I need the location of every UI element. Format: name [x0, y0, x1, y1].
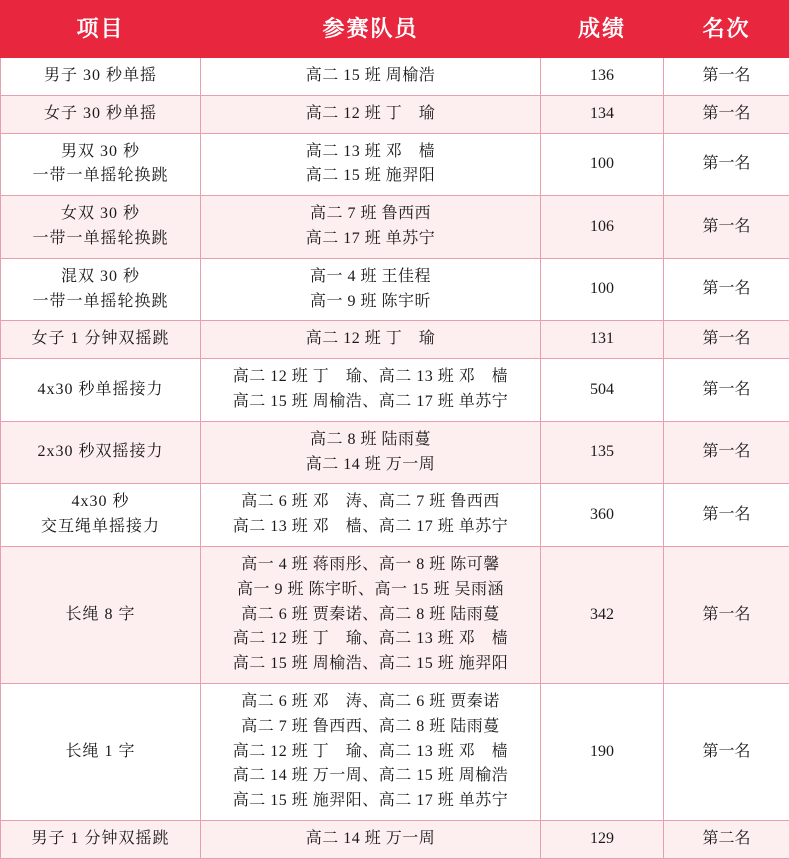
table-row	[1, 133, 789, 196]
rank-cell: 第一名	[664, 484, 789, 547]
members-cell-line: 高二 15 班 周榆浩、高二 15 班 施羿阳	[205, 652, 536, 677]
rank-cell: 第一名	[664, 58, 789, 96]
members-cell	[201, 321, 541, 359]
members-cell	[201, 484, 541, 547]
members-cell-line: 高二 13 班 邓 樯	[205, 140, 536, 165]
members-cell-line: 高二 6 班 贾秦诺、高二 8 班 陆雨蔓	[205, 603, 536, 628]
members-cell-line: 高一 9 班 陈宇昕	[205, 290, 536, 315]
rank-cell: 第一名	[664, 546, 789, 683]
event-cell	[1, 258, 201, 321]
event-cell-lines	[1, 321, 200, 358]
score-cell: 134	[541, 95, 664, 133]
members-cell-line: 高二 13 班 邓 樯、高二 17 班 单苏宁	[205, 515, 536, 540]
members-cell-line: 高一 4 班 王佳程	[205, 265, 536, 290]
rank-cell: 第二名	[664, 820, 789, 858]
event-cell-line: 女子 30 秒单摇	[5, 102, 196, 127]
members-cell-lines	[201, 58, 540, 95]
members-cell-lines	[201, 321, 540, 358]
members-cell	[201, 546, 541, 683]
rank-cell: 第一名	[664, 196, 789, 259]
event-cell-line: 混双 30 秒	[5, 265, 196, 290]
members-cell-lines	[201, 821, 540, 858]
event-cell-line: 男子 1 分钟双摇跳	[5, 827, 196, 852]
event-cell	[1, 95, 201, 133]
table-row	[1, 58, 789, 96]
event-cell-lines	[1, 597, 200, 634]
rank-cell: 第一名	[664, 133, 789, 196]
event-cell	[1, 421, 201, 484]
members-cell	[201, 359, 541, 422]
event-cell-lines	[1, 734, 200, 771]
event-cell-line: 男子 30 秒单摇	[5, 64, 196, 89]
event-cell	[1, 820, 201, 858]
members-cell-line: 高二 15 班 周榆浩	[205, 64, 536, 89]
members-cell-line: 高二 15 班 施羿阳、高二 17 班 单苏宁	[205, 789, 536, 814]
score-cell: 504	[541, 359, 664, 422]
table-header	[1, 1, 789, 58]
table-row	[1, 359, 789, 422]
members-cell	[201, 196, 541, 259]
score-cell: 129	[541, 820, 664, 858]
table-row	[1, 820, 789, 858]
table-row	[1, 258, 789, 321]
members-cell-lines	[201, 96, 540, 133]
members-cell	[201, 133, 541, 196]
members-cell	[201, 421, 541, 484]
event-cell-line: 女双 30 秒	[5, 202, 196, 227]
event-cell-line: 一带一单摇轮换跳	[5, 164, 196, 189]
event-cell-line: 2x30 秒双摇接力	[5, 440, 196, 465]
event-cell	[1, 196, 201, 259]
rank-cell: 第一名	[664, 258, 789, 321]
event-cell-line: 男双 30 秒	[5, 140, 196, 165]
members-cell-line: 高二 14 班 万一周、高二 15 班 周榆浩	[205, 764, 536, 789]
members-cell-line: 高一 9 班 陈宇昕、高一 15 班 吴雨涵	[205, 578, 536, 603]
rank-cell: 第一名	[664, 95, 789, 133]
score-cell: 360	[541, 484, 664, 547]
event-cell	[1, 546, 201, 683]
table-row	[1, 321, 789, 359]
members-cell-line: 高一 4 班 蒋雨彤、高一 8 班 陈可馨	[205, 553, 536, 578]
rank-cell: 第一名	[664, 359, 789, 422]
table-row	[1, 196, 789, 259]
members-cell-line: 高二 8 班 陆雨蔓	[205, 428, 536, 453]
members-cell-line: 高二 7 班 鲁西西	[205, 202, 536, 227]
event-cell	[1, 683, 201, 820]
members-cell-lines	[201, 259, 540, 321]
members-cell-line: 高二 6 班 邓 涛、高二 6 班 贾秦诺	[205, 690, 536, 715]
event-cell-lines	[1, 134, 200, 196]
members-cell-lines	[201, 134, 540, 196]
event-cell-line: 4x30 秒单摇接力	[5, 378, 196, 403]
score-cell: 342	[541, 546, 664, 683]
event-cell-lines	[1, 58, 200, 95]
members-cell-line: 高二 7 班 鲁西西、高二 8 班 陆雨蔓	[205, 715, 536, 740]
score-cell: 136	[541, 58, 664, 96]
table-row	[1, 421, 789, 484]
members-cell	[201, 95, 541, 133]
members-cell-line: 高二 14 班 万一周	[205, 453, 536, 478]
event-cell	[1, 484, 201, 547]
header-row	[1, 1, 789, 58]
table-body	[1, 58, 789, 859]
table-row	[1, 683, 789, 820]
event-cell-line: 交互绳单摇接力	[5, 515, 196, 540]
members-cell-line: 高二 15 班 周榆浩、高二 17 班 单苏宁	[205, 390, 536, 415]
rank-cell: 第一名	[664, 321, 789, 359]
event-cell-line: 长绳 1 字	[5, 740, 196, 765]
members-cell	[201, 58, 541, 96]
table-row	[1, 484, 789, 547]
event-cell-line: 一带一单摇轮换跳	[5, 227, 196, 252]
members-cell	[201, 683, 541, 820]
rank-cell: 第一名	[664, 421, 789, 484]
column-header-rank: 名次	[664, 1, 789, 58]
members-cell-line: 高二 15 班 施羿阳	[205, 164, 536, 189]
members-cell-lines	[201, 547, 540, 683]
score-cell: 135	[541, 421, 664, 484]
members-cell-line: 高二 12 班 丁 瑜	[205, 102, 536, 127]
event-cell-lines	[1, 96, 200, 133]
event-cell	[1, 321, 201, 359]
members-cell-line: 高二 6 班 邓 涛、高二 7 班 鲁西西	[205, 490, 536, 515]
event-cell-line: 一带一单摇轮换跳	[5, 290, 196, 315]
column-header-event: 项目	[1, 1, 201, 58]
event-cell-lines	[1, 196, 200, 258]
score-cell: 100	[541, 133, 664, 196]
event-cell-line: 4x30 秒	[5, 490, 196, 515]
score-cell: 131	[541, 321, 664, 359]
event-cell-lines	[1, 484, 200, 546]
members-cell-lines	[201, 422, 540, 484]
rank-cell: 第一名	[664, 683, 789, 820]
event-cell-line: 女子 1 分钟双摇跳	[5, 327, 196, 352]
event-cell-lines	[1, 372, 200, 409]
score-cell: 100	[541, 258, 664, 321]
members-cell-lines	[201, 196, 540, 258]
members-cell-line: 高二 14 班 万一周	[205, 827, 536, 852]
members-cell	[201, 820, 541, 858]
members-cell-line: 高二 12 班 丁 瑜	[205, 327, 536, 352]
column-header-members: 参赛队员	[201, 1, 541, 58]
score-cell: 106	[541, 196, 664, 259]
members-cell-line: 高二 17 班 单苏宁	[205, 227, 536, 252]
event-cell-lines	[1, 434, 200, 471]
members-cell-line: 高二 12 班 丁 瑜、高二 13 班 邓 樯	[205, 627, 536, 652]
members-cell-line: 高二 12 班 丁 瑜、高二 13 班 邓 樯	[205, 365, 536, 390]
event-cell	[1, 359, 201, 422]
members-cell-lines	[201, 359, 540, 421]
event-cell-lines	[1, 821, 200, 858]
members-cell	[201, 258, 541, 321]
event-cell	[1, 133, 201, 196]
table-row	[1, 95, 789, 133]
event-cell-line: 长绳 8 字	[5, 603, 196, 628]
event-cell-lines	[1, 259, 200, 321]
event-cell	[1, 58, 201, 96]
score-cell: 190	[541, 683, 664, 820]
members-cell-lines	[201, 484, 540, 546]
column-header-score: 成绩	[541, 1, 664, 58]
members-cell-line: 高二 12 班 丁 瑜、高二 13 班 邓 樯	[205, 740, 536, 765]
table-row	[1, 546, 789, 683]
members-cell-lines	[201, 684, 540, 820]
